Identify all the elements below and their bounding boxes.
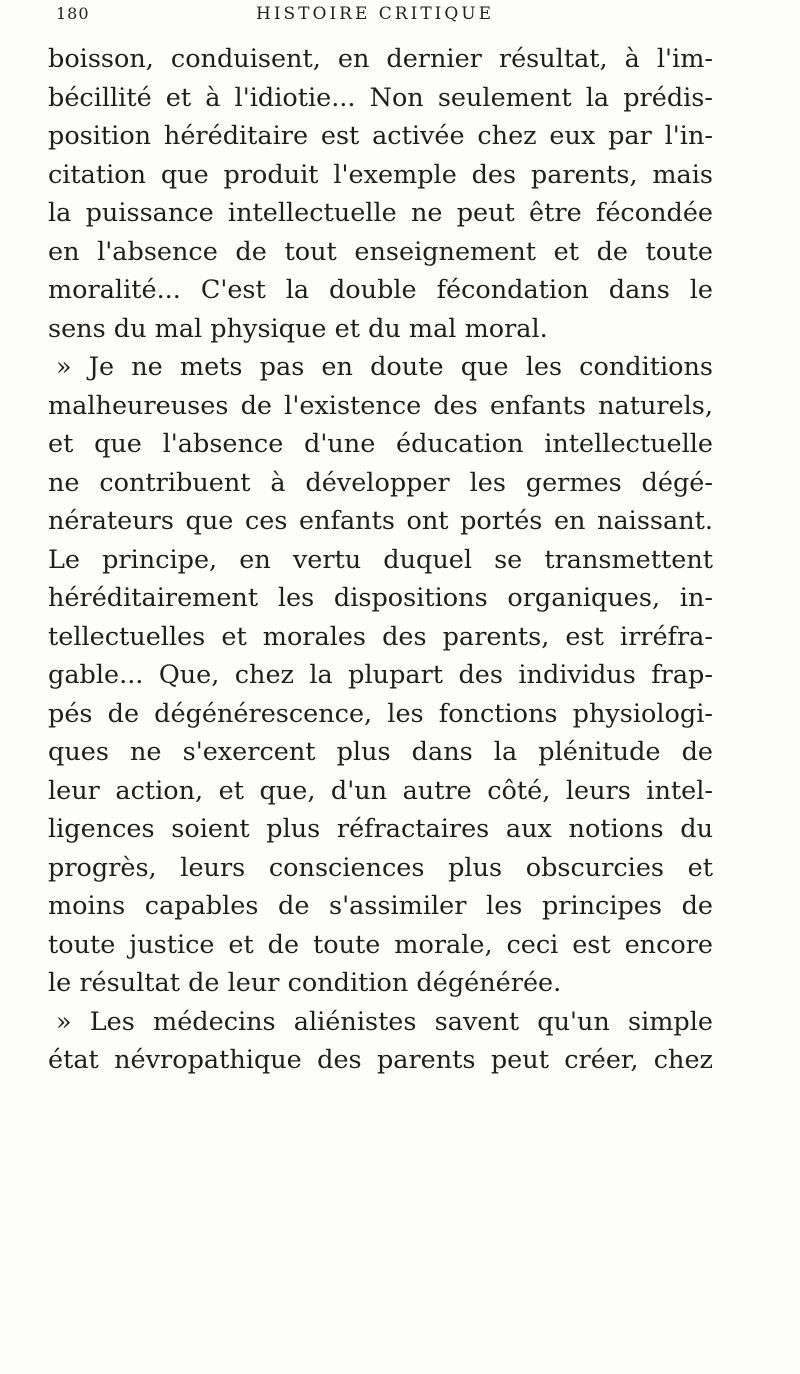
text-line: boisson, conduisent, en dernier résultat, à l'im- <box>48 44 713 74</box>
text-line: » Je ne mets pas en doute que les conditions <box>56 352 713 382</box>
body-text <box>48 40 713 1080</box>
text-line: bécillité et à l'idiotie... Non seulement la prédis- <box>48 82 713 113</box>
text-line: position héréditaire est activée chez eux par l'in- <box>48 121 713 151</box>
text-line: » Les médecins aliénistes savent qu'un simple <box>56 1006 713 1037</box>
text-line: Le principe, en vertu duquel se transmettent <box>48 544 713 575</box>
text-line: ligences soient plus réfractaires aux notions du <box>48 814 713 844</box>
text-line: nérateurs que ces enfants ont portés en naissant. <box>48 506 713 536</box>
text-line: progrès, leurs consciences plus obscurcies et <box>48 852 713 883</box>
text-line: malheureuses de l'existence des enfants naturels, <box>48 390 713 421</box>
text-line: moins capables de s'assimiler les principes de <box>48 891 713 921</box>
text-line: la puissance intellectuelle ne peut être fécondée <box>48 198 713 228</box>
text-line: ne contribuent à développer les germes dégé- <box>48 467 713 498</box>
text-line: sens du mal physique et du mal moral. <box>48 313 548 344</box>
text-line: et que l'absence d'une éducation intellectuelle <box>48 429 713 459</box>
text-line: état névropathique des parents peut créer, chez <box>48 1045 713 1075</box>
text-line: toute justice et de toute morale, ceci est encore <box>48 929 713 960</box>
text-line: ques ne s'exercent plus dans la plénitude de <box>48 737 713 767</box>
text-line: moralité... C'est la double fécondation dans le <box>48 275 713 305</box>
text-line: citation que produit l'exemple des parents, mais <box>48 159 713 190</box>
running-head: HISTOIRE CRITIQUE <box>256 4 495 24</box>
text-line: en l'absence de tout enseignement et de toute <box>48 236 713 267</box>
text-line: tellectuelles et morales des parents, est irréfra- <box>48 621 713 652</box>
text-line: gable... Que, chez la plupart des individus frap- <box>48 660 713 690</box>
page-number: 180 <box>56 4 90 23</box>
text-line: leur action, et que, d'un autre côté, leurs intel- <box>48 775 713 806</box>
text-line: héréditairement les dispositions organiques, in- <box>48 583 713 613</box>
text-line: le résultat de leur condition dégénérée. <box>48 968 562 998</box>
text-line: pés de dégénérescence, les fonctions physiologi- <box>48 698 713 729</box>
page-header <box>56 4 756 34</box>
